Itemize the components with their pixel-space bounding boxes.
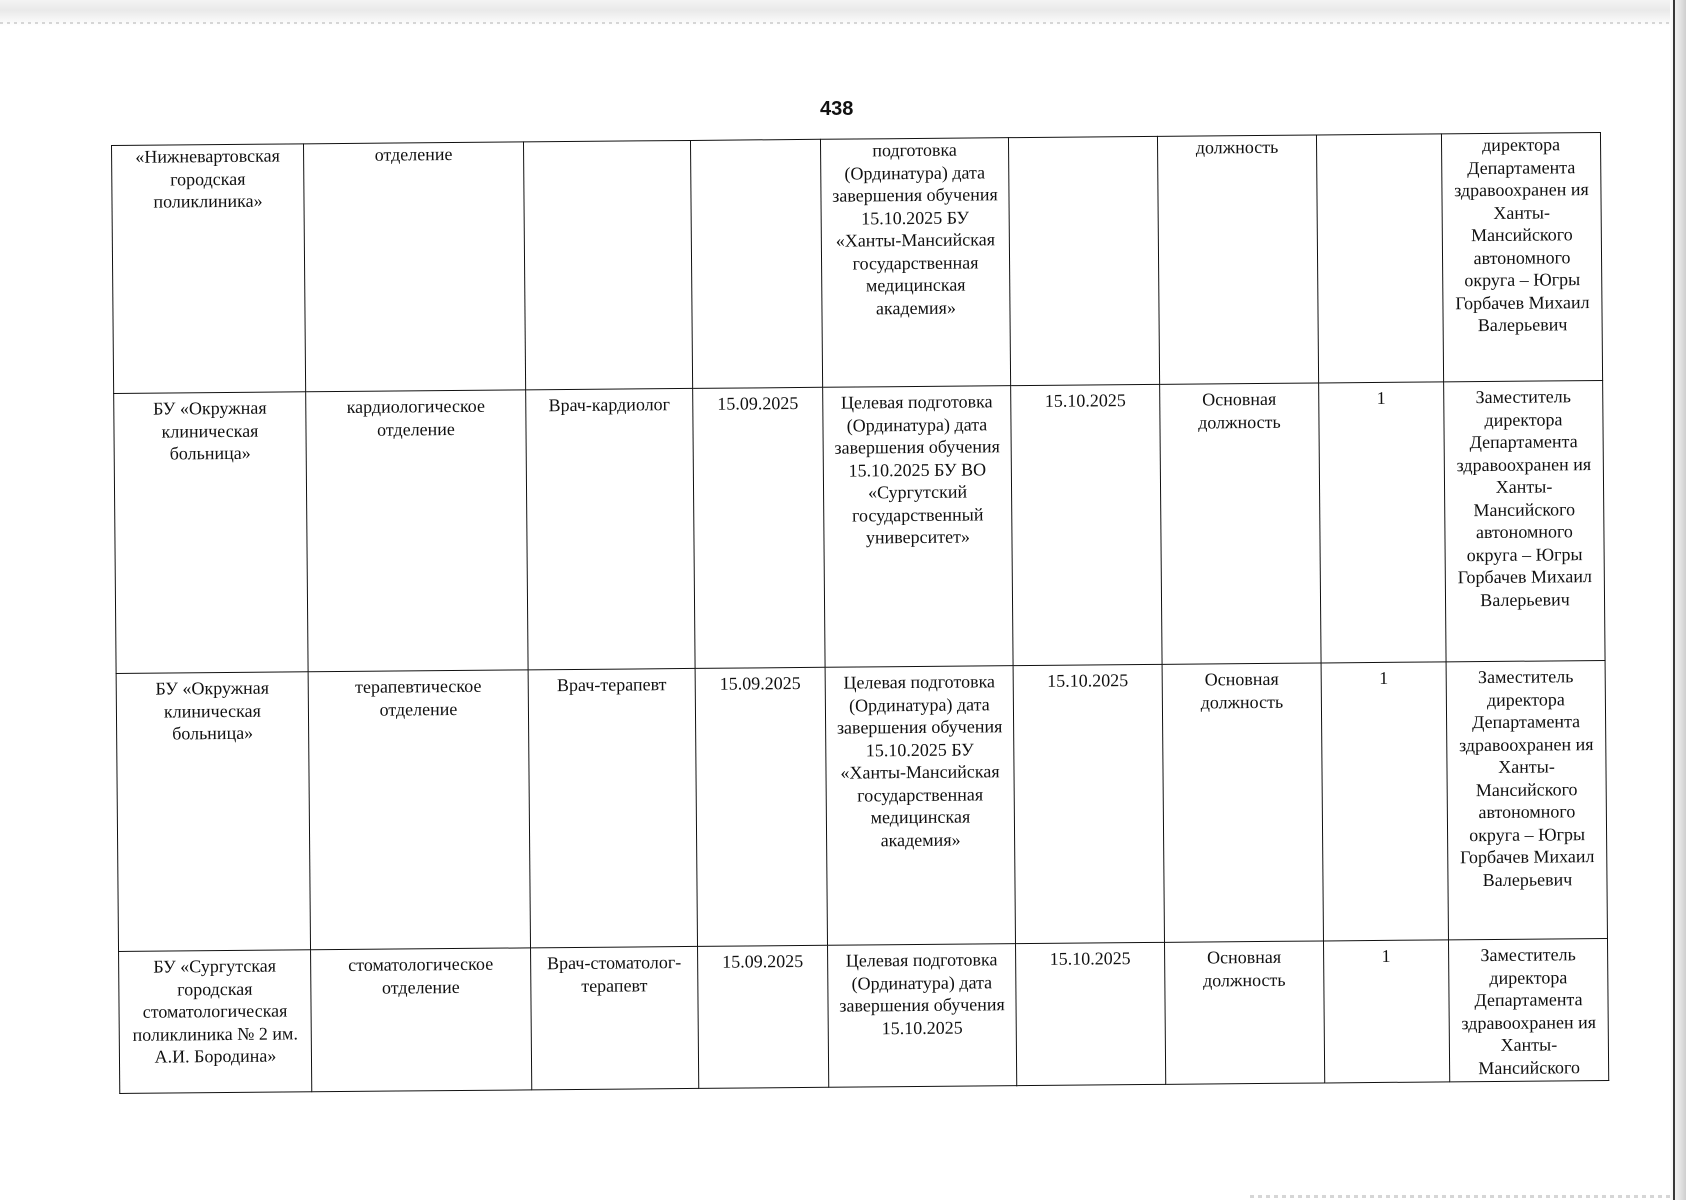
scan-right-edge	[1670, 0, 1686, 1200]
cell-job-type: Основная должность	[1160, 383, 1321, 664]
table-row	[114, 380, 1605, 673]
cell-department: стоматологическое отделение	[311, 948, 532, 1092]
cell-organization: БУ «Окружная клиническая больница»	[114, 392, 308, 674]
cell-date-end	[1008, 136, 1159, 385]
cell-date-end: 15.10.2025	[1011, 384, 1162, 665]
vacancy-table	[111, 132, 1609, 1094]
table-row	[112, 133, 1603, 394]
cell-job-type: должность	[1157, 135, 1318, 384]
cell-position: Врач-терапевт	[528, 668, 697, 947]
cell-organization: «Нижневартовская городская поликлиника»	[112, 144, 306, 394]
cell-training: подготовка (Ординатура) дата завершения обучения 15.10.2025 БУ «Ханты-Мансийская государственная медицинская академия»	[820, 138, 1010, 388]
cell-date-start	[690, 139, 822, 388]
cell-job-type: Основная должность	[1162, 663, 1323, 942]
cell-organization: БУ «Окружная клиническая больница»	[116, 672, 310, 952]
cell-position: Врач-кардиолог	[526, 388, 695, 669]
cell-responsible: Заместитель директора Департамента здравоохранен ия Ханты-Мансийского автономного округа – Югры Горбачев Михаил Валерьевич	[1444, 380, 1605, 661]
cell-count: 1	[1321, 662, 1448, 941]
cell-responsible: Заместитель директора Департамента здравоохранен ия Ханты-Мансийского автономного округа – Югры Горбачев Михаил Валерьевич	[1446, 660, 1607, 939]
scan-top-edge	[0, 0, 1686, 26]
cell-count: 1	[1319, 382, 1446, 663]
cell-count	[1316, 134, 1443, 383]
cell-responsible: Заместитель директора Департамента здравоохранен ия Ханты-Мансийского	[1448, 938, 1608, 1081]
cell-position: Врач-стоматолог-терапевт	[531, 946, 699, 1089]
cell-training: Целевая подготовка (Ординатура) дата завершения обучения 15.10.2025 БУ «Ханты-Мансийская государственная медицинская академия»	[825, 666, 1015, 946]
cell-date-end: 15.10.2025	[1016, 942, 1166, 1085]
cell-date-start: 15.09.2025	[695, 667, 827, 946]
cell-organization: БУ «Сургутская городская стоматологическая поликлиника № 2 им. А.И. Бородина»	[119, 950, 312, 1094]
page-number: 438	[820, 98, 854, 120]
cell-date-start: 15.09.2025	[698, 945, 829, 1088]
cell-date-end: 15.10.2025	[1013, 664, 1164, 943]
cell-count: 1	[1323, 940, 1449, 1083]
cell-department: кардиологическое отделение	[306, 390, 528, 672]
cell-date-start: 15.09.2025	[693, 387, 825, 668]
cell-training: Целевая подготовка (Ординатура) дата завершения обучения 15.10.2025 БУ ВО «Сургутский государственный университет»	[823, 386, 1013, 668]
cell-position	[523, 140, 692, 389]
table-row	[116, 660, 1607, 951]
cell-responsible: директора Департамента здравоохранен ия Ханты-Мансийского автономного округа – Югры Горбачев Михаил Валерьевич	[1441, 133, 1602, 382]
table-row	[119, 938, 1609, 1093]
scan-bottom-edge	[1250, 1195, 1670, 1198]
cell-department: отделение	[303, 142, 525, 392]
cell-job-type: Основная должность	[1164, 941, 1324, 1084]
cell-training: Целевая подготовка (Ординатура) дата завершения обучения 15.10.2025	[828, 944, 1017, 1088]
cell-department: терапевтическое отделение	[308, 670, 530, 950]
